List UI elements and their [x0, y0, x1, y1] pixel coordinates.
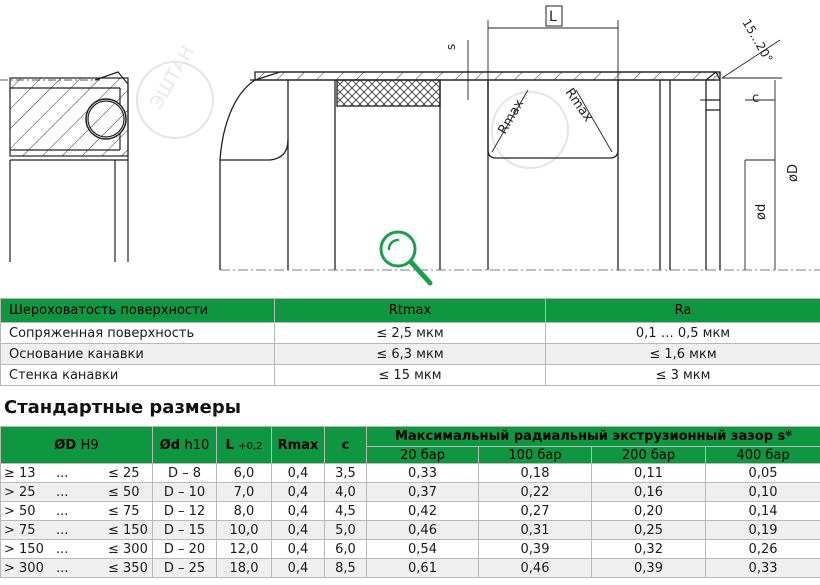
cell-gap-200: 0,11 [592, 464, 706, 483]
cell-gap-20: 0,61 [367, 559, 479, 578]
header-pressure-20: 20 бар [367, 447, 479, 464]
cell-gap-400: 0,14 [706, 502, 820, 521]
cell-L: 6,0 [217, 464, 272, 483]
table-cell: 0,1 … 0,5 мкм [546, 323, 820, 344]
table-row [1, 344, 820, 365]
seal-section-view [0, 72, 128, 262]
cell-c: 8,5 [325, 559, 367, 578]
cell-D-range: > 150 ... ≤ 300 [1, 540, 153, 559]
header-pressure-200: 200 бар [592, 447, 706, 464]
table-row [1, 483, 820, 502]
roughness-header-rtmax: Rtmax [275, 299, 546, 323]
cell-d: D – 8 [153, 464, 217, 483]
table-row [1, 502, 820, 521]
table-cell: ≤ 6,3 мкм [275, 344, 546, 365]
dim-D-label: øD [786, 164, 801, 182]
cell-gap-200: 0,25 [592, 521, 706, 540]
roughness-header-surface: Шероховатость поверхности [1, 299, 275, 323]
cell-c: 6,0 [325, 540, 367, 559]
cell-rmax: 0,4 [272, 502, 325, 521]
roughness-header-ra: Ra [546, 299, 820, 323]
header-d: Ød h10 [153, 427, 217, 464]
cell-gap-100: 0,27 [479, 502, 592, 521]
cell-L: 8,0 [217, 502, 272, 521]
cell-c: 5,0 [325, 521, 367, 540]
dimension-lines [468, 20, 782, 270]
cell-rmax: 0,4 [272, 464, 325, 483]
cell-gap-20: 0,54 [367, 540, 479, 559]
dim-angle-label: 15...20° [739, 16, 776, 66]
cell-gap-400: 0,19 [706, 521, 820, 540]
cell-D-range: ≥ 13 ... ≤ 25 [1, 464, 153, 483]
dim-rmax-left-label: Rmax [495, 97, 528, 137]
cell-gap-200: 0,39 [592, 559, 706, 578]
table-row [1, 521, 820, 540]
cell-gap-20: 0,37 [367, 483, 479, 502]
cell-gap-400: 0,05 [706, 464, 820, 483]
cell-gap-400: 0,10 [706, 483, 820, 502]
cell-L: 12,0 [217, 540, 272, 559]
table-row [1, 464, 820, 483]
table-cell: ≤ 15 мкм [275, 365, 546, 386]
cell-gap-400: 0,33 [706, 559, 820, 578]
table-row [1, 365, 820, 386]
dim-c-label: c [752, 91, 760, 106]
header-rmax: Rmax [272, 427, 325, 464]
table-cell: ≤ 3 мкм [546, 365, 820, 386]
cell-gap-100: 0,31 [479, 521, 592, 540]
cell-gap-100: 0,39 [479, 540, 592, 559]
cell-gap-200: 0,16 [592, 483, 706, 502]
roughness-table [0, 298, 820, 386]
cell-L: 18,0 [217, 559, 272, 578]
cell-d: D – 10 [153, 483, 217, 502]
cell-D-range: > 50 ... ≤ 75 [1, 502, 153, 521]
table-cell: ≤ 1,6 мкм [546, 344, 820, 365]
table-cell: Сопряженная поверхность [1, 323, 275, 344]
cell-D-range: > 75 ... ≤ 150 [1, 521, 153, 540]
svg-text:ЭШТАН: ЭШТАН [146, 42, 199, 113]
table-row [1, 540, 820, 559]
cell-D-range: > 25 ... ≤ 50 [1, 483, 153, 502]
cell-rmax: 0,4 [272, 483, 325, 502]
cell-gap-20: 0,42 [367, 502, 479, 521]
cell-gap-20: 0,33 [367, 464, 479, 483]
table-cell: Основание канавки [1, 344, 275, 365]
cell-D-range: > 300 ... ≤ 350 [1, 559, 153, 578]
cell-gap-100: 0,46 [479, 559, 592, 578]
header-L: L +0,2 [217, 427, 272, 464]
header-extrusion-gap: Максимальный радиальный экструзионный зазор s* [367, 427, 820, 447]
section-title: Стандартные размеры [4, 397, 241, 418]
groove-drawing [220, 72, 720, 270]
dim-L-label: L [549, 9, 557, 25]
table-cell: Стенка канавки [1, 365, 275, 386]
zoom-magnifier-button[interactable] [374, 225, 444, 295]
cell-d: D – 20 [153, 540, 217, 559]
table-cell: ≤ 2,5 мкм [275, 323, 546, 344]
cell-d: D – 25 [153, 559, 217, 578]
header-pressure-100: 100 бар [479, 447, 592, 464]
cell-L: 10,0 [217, 521, 272, 540]
roughness-header-row [1, 299, 820, 323]
cell-gap-200: 0,32 [592, 540, 706, 559]
cell-rmax: 0,4 [272, 559, 325, 578]
cell-c: 4,5 [325, 502, 367, 521]
cell-rmax: 0,4 [272, 521, 325, 540]
header-c: c [325, 427, 367, 464]
dim-d-label: ød [754, 203, 769, 220]
sizes-header-row [1, 427, 820, 447]
cell-d: D – 15 [153, 521, 217, 540]
header-pressure-400: 400 бар [706, 447, 820, 464]
cell-gap-400: 0,26 [706, 540, 820, 559]
cell-gap-20: 0,46 [367, 521, 479, 540]
cell-rmax: 0,4 [272, 540, 325, 559]
cell-gap-200: 0,20 [592, 502, 706, 521]
cell-gap-100: 0,18 [479, 464, 592, 483]
dim-s-label: s [444, 43, 458, 50]
header-D: ØD H9 [1, 427, 153, 464]
cell-d: D – 12 [153, 502, 217, 521]
zoom-magnifier-icon [374, 225, 444, 295]
cell-L: 7,0 [217, 483, 272, 502]
sizes-table [0, 426, 820, 578]
cell-c: 4,0 [325, 483, 367, 502]
dim-rmax-right-label: Rmax [561, 85, 596, 125]
cell-gap-100: 0,22 [479, 483, 592, 502]
cell-c: 3,5 [325, 464, 367, 483]
table-row [1, 323, 820, 344]
table-row [1, 559, 820, 578]
